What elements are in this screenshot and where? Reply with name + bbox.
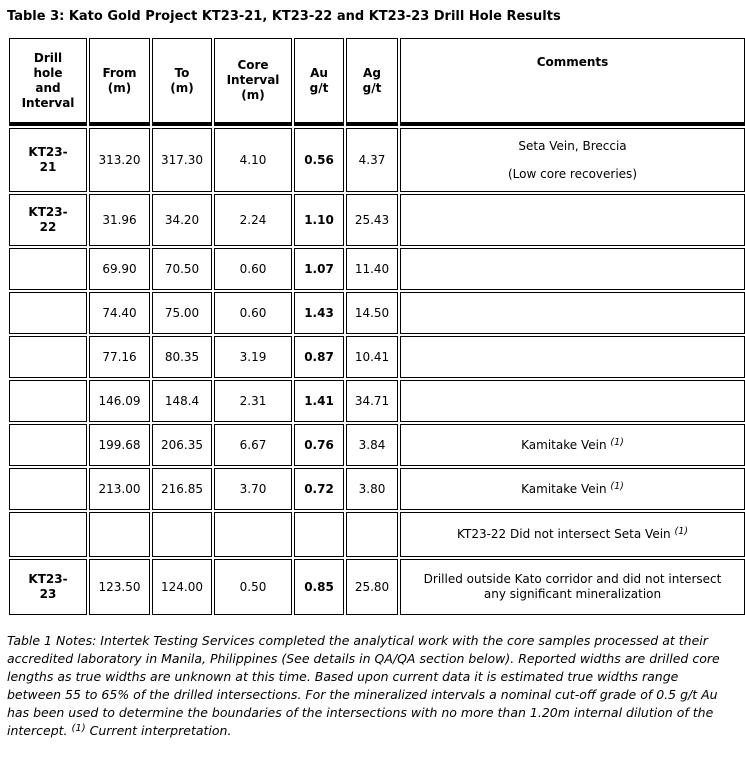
cell-interval [214,248,292,290]
table-row [9,292,745,334]
cell-value: 1.07 [304,261,334,276]
cell-value: 25.43 [354,212,390,227]
cell-au [294,380,344,422]
cell-au [294,248,344,290]
cell-value: 4.37 [358,152,386,167]
cell-interval [214,468,292,510]
header-label: Comments [536,55,609,69]
cell-comment [400,292,745,334]
cell-from [89,512,150,557]
comment-text: Kamitake Vein [521,437,607,452]
cell-hole [9,248,87,290]
cell-au [294,512,344,557]
cell-ag [346,424,398,466]
notes-body: Table 1 Notes: Intertek Testing Services completed the analytical work with the core samples processed at their accredited laboratory in Manila, Philippines (See details in QA/QA section below). Reported widths are drilled core lengths as true widths are unknown at this time. Based upon current data it is estimated true widths range between 55 to 65% of the drilled intersections. For the mineralized intervals a nominal cut-off grade of 0.5 g/t Au has been used to determine the boundaries of the intersections with no more than 1.20m internal dilution of the intercept. [7,633,720,738]
table-row [9,512,745,557]
cell-value: 3.70 [239,481,267,496]
cell-value: 77.16 [102,349,137,364]
cell-value: KT23-22 [28,205,68,234]
header-ag-gt [346,38,398,126]
comment-line [404,572,741,602]
cell-hole [9,336,87,378]
comment-text: Drilled outside Kato corridor and did not intersect any significant mineralization [423,572,722,601]
cell-value: 75.00 [164,305,200,320]
cell-value: 14.50 [354,305,390,320]
cell-value: 0.60 [239,261,267,276]
cell-to [152,468,212,510]
cell-from [89,424,150,466]
table-row [9,194,745,246]
cell-to [152,336,212,378]
cell-value: 213.00 [98,481,141,496]
cell-value: 0.76 [304,437,334,452]
cell-hole [9,559,87,615]
cell-value: 70.50 [164,261,200,276]
cell-ag [346,292,398,334]
cell-comment [400,512,745,557]
cell-value: 34.71 [354,393,390,408]
cell-ag [346,380,398,422]
cell-from [89,468,150,510]
comment-line [404,482,741,497]
footnote-marker: (1) [71,723,86,734]
cell-comment [400,424,745,466]
cell-comment [400,559,745,615]
cell-to [152,248,212,290]
cell-from [89,559,150,615]
cell-value: 317.30 [161,152,203,167]
cell-comment [400,336,745,378]
cell-value: 6.67 [239,437,267,452]
cell-au [294,336,344,378]
header-from-m [89,38,150,126]
cell-from [89,380,150,422]
comment-line [404,527,741,542]
header-au-gt [294,38,344,126]
cell-value: 10.41 [354,349,390,364]
cell-hole [9,128,87,192]
cell-value: 0.60 [239,305,267,320]
table-row [9,559,745,615]
cell-interval [214,292,292,334]
cell-value: 216.85 [161,481,203,496]
cell-hole [9,424,87,466]
cell-ag [346,194,398,246]
cell-hole [9,194,87,246]
cell-value: 199.68 [98,437,141,452]
cell-ag [346,128,398,192]
cell-to [152,380,212,422]
comment-text: (Low core recoveries) [508,166,637,181]
table-row [9,424,745,466]
cell-value: 146.09 [98,393,141,408]
table-notes [7,632,735,740]
comment-line [404,167,741,182]
cell-value: 1.10 [304,212,334,227]
header-to-m [152,38,212,126]
cell-from [89,248,150,290]
comment-text: Seta Vein, Breccia [518,138,627,153]
cell-ag [346,248,398,290]
cell-value: 80.35 [164,349,200,364]
cell-comment [400,248,745,290]
cell-interval [214,559,292,615]
cell-from [89,336,150,378]
cell-hole [9,292,87,334]
cell-value: 0.85 [304,579,334,594]
cell-ag [346,468,398,510]
cell-value: 3.80 [358,481,386,496]
header-row [9,38,745,126]
cell-to [152,559,212,615]
cell-interval [214,194,292,246]
cell-au [294,424,344,466]
footnote-text: Current interpretation. [89,723,232,738]
cell-au [294,194,344,246]
comment-line [404,139,741,154]
header-comments [400,38,745,126]
page-title: Table 3: Kato Gold Project KT23-21, KT23-22 and KT23-23 Drill Hole Results [7,9,561,24]
cell-value: 74.40 [102,305,137,320]
comment-line [404,438,741,453]
cell-au [294,128,344,192]
cell-to [152,512,212,557]
cell-interval [214,380,292,422]
cell-comment [400,380,745,422]
cell-value: 31.96 [102,212,137,227]
cell-value: 1.41 [304,393,334,408]
cell-value: 3.84 [358,437,386,452]
cell-comment [400,194,745,246]
cell-value: 2.24 [239,212,267,227]
table-row [9,380,745,422]
cell-from [89,292,150,334]
cell-value: 1.43 [304,305,334,320]
footnote-marker: (1) [610,436,624,448]
header-label: To (m) [170,65,194,95]
cell-interval [214,512,292,557]
cell-comment [400,128,745,192]
cell-to [152,292,212,334]
cell-value: 148.4 [164,393,200,408]
cell-to [152,194,212,246]
cell-hole [9,512,87,557]
cell-value: 123.50 [98,579,141,594]
cell-au [294,292,344,334]
header-label: Ag g/t [362,65,382,95]
drill-results-table [7,36,745,617]
header-label: Au g/t [309,65,329,95]
header-core-interval-m [214,38,292,126]
cell-from [89,128,150,192]
table-row [9,128,745,192]
table-row [9,248,745,290]
cell-hole [9,468,87,510]
cell-hole [9,380,87,422]
cell-value: KT23-21 [28,145,68,174]
cell-interval [214,336,292,378]
cell-ag [346,559,398,615]
cell-interval [214,424,292,466]
cell-value: 34.20 [164,212,200,227]
cell-ag [346,512,398,557]
cell-value: 313.20 [98,152,141,167]
table-row [9,336,745,378]
cell-value: 0.87 [304,349,334,364]
header-label: From (m) [102,65,137,95]
cell-au [294,468,344,510]
comment-text: Kamitake Vein [521,481,607,496]
table-row [9,468,745,510]
cell-value: 69.90 [102,261,137,276]
cell-ag [346,336,398,378]
cell-interval [214,128,292,192]
comment-text: KT23-22 Did not intersect Seta Vein [457,527,671,541]
cell-value: 124.00 [161,579,203,594]
header-label: Core Interval (m) [226,58,280,102]
footnote-marker: (1) [610,480,624,492]
cell-value: 206.35 [161,437,203,452]
cell-value: 0.72 [304,481,334,496]
cell-value: 0.50 [239,579,267,594]
cell-value: KT23-23 [28,572,68,601]
cell-value: 25.80 [354,579,390,594]
footnote-marker: (1) [674,526,688,537]
cell-to [152,128,212,192]
cell-to [152,424,212,466]
cell-comment [400,468,745,510]
header-drill-hole-and-interval [9,38,87,126]
cell-value: 2.31 [239,393,267,408]
cell-value: 3.19 [239,349,267,364]
cell-value: 11.40 [354,261,390,276]
cell-from [89,194,150,246]
cell-value: 0.56 [304,152,334,167]
cell-value: 4.10 [239,152,267,167]
cell-au [294,559,344,615]
header-label: Drill hole and Interval [21,50,75,110]
